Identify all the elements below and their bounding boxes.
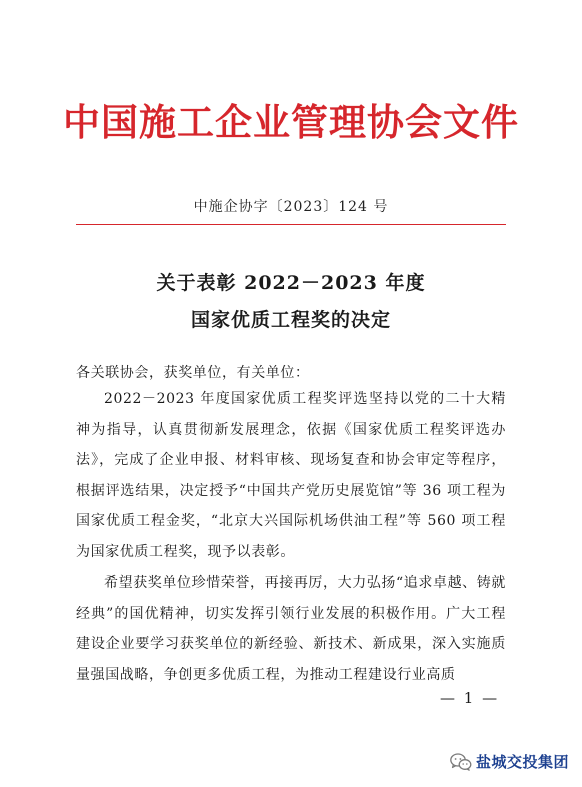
account-watermark <box>450 751 569 772</box>
document-number: 中施企协字〔2023〕124 号 <box>193 199 389 215</box>
salutation: 各关联协会，获奖单位，有关单位： <box>76 365 310 381</box>
page-number: — 1 — <box>440 689 500 707</box>
watermark-account-name: 盐城交投集团 <box>476 753 570 771</box>
body-paragraph-1 <box>76 384 506 567</box>
wechat-icon <box>450 753 472 771</box>
document-title-line-2: 国家优质工程奖的决定 <box>190 309 391 331</box>
document-title-line-1: 关于表彰 2022－2023 年度 <box>156 272 426 294</box>
red-divider-line <box>76 224 506 225</box>
issuing-organization-title: 中国施工企业管理协会文件 <box>63 100 519 144</box>
body-paragraph-1-text: 2022－2023 年度国家优质工程奖评选坚持以党的二十大精神为指导，认真贯彻新发展理念，依据《国家优质工程奖评选办法》，完成了企业申报、材料审核、现场复查和协会审定等程序，根据评选结果，决定授予“中国共产党历史展览馆”等 36 项工程为国家优质工程金奖，“北京大兴国际机场供油工程”等 560 项工程为国家优质工程奖，现予以表彰。 <box>76 391 506 560</box>
body-paragraph-2 <box>76 568 506 690</box>
body-paragraph-2-text: 希望获奖单位珍惜荣誉，再接再厉，大力弘扬“追求卓越、铸就经典”的国优精神，切实发挥引领行业发展的积极作用。广大工程建设企业要学习获奖单位的新经验、新技术、新成果，深入实施质量强国战略，争创更多优质工程，为推动工程建设行业高质 <box>76 575 506 683</box>
